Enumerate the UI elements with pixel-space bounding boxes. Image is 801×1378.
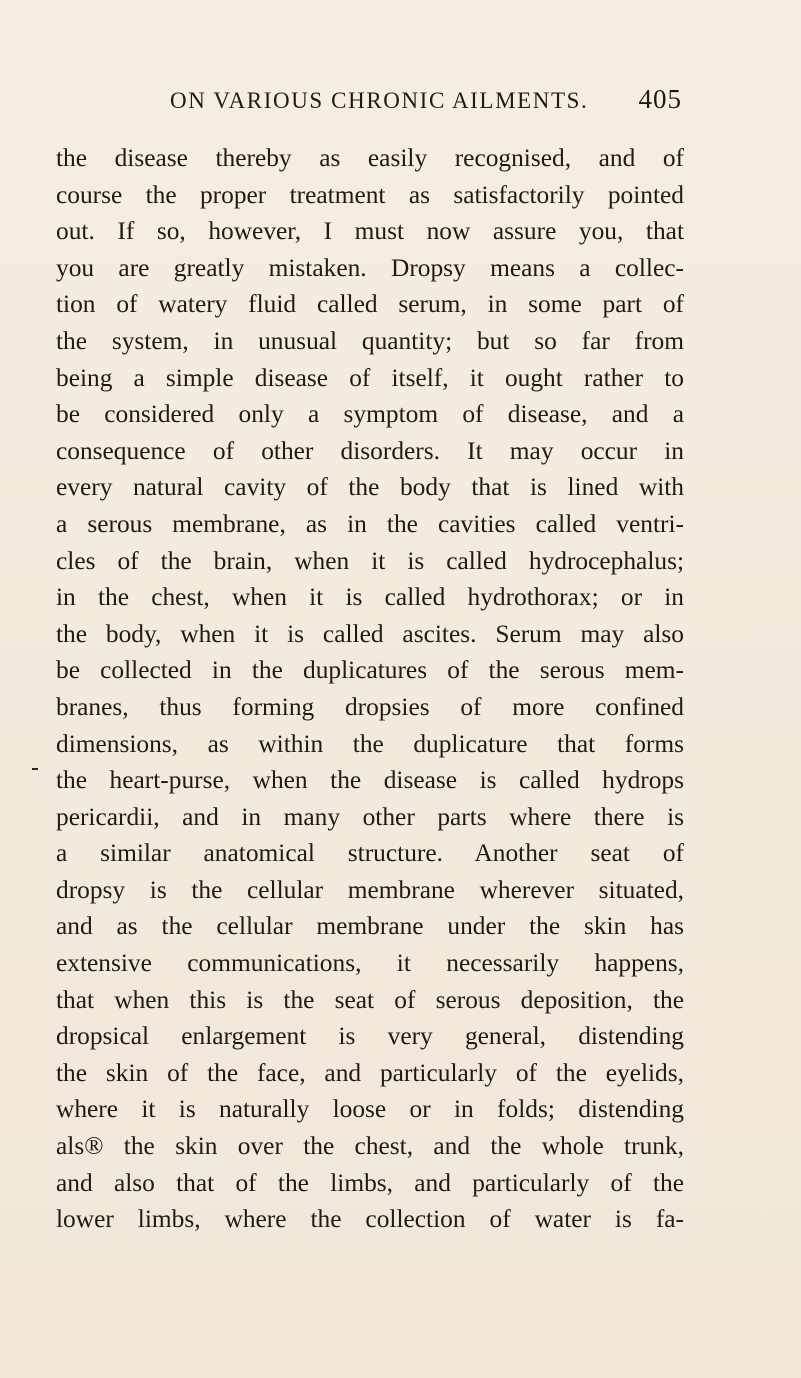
text-line: every natural cavity of the body that is lined with: [56, 473, 684, 502]
page-number: 405: [638, 84, 682, 114]
text-line: a serous membrane, as in the cavities called ventri-: [56, 509, 684, 538]
text-line: the skin of the face, and particularly of the eyelids,: [56, 1058, 684, 1087]
text-line: extensive communications, it necessarily happens,: [56, 949, 684, 978]
text-line: and also that of the limbs, and particularly of the: [56, 1168, 684, 1197]
running-title: ON VARIOUS CHRONIC AILMENTS.: [170, 88, 589, 113]
text-line: consequence of other disorders. It may occur in: [56, 436, 684, 465]
text-line: in the chest, when it is called hydrothorax; or in: [56, 583, 684, 612]
text-line: you are greatly mistaken. Dropsy means a collec-: [56, 253, 684, 282]
text-line: being a simple disease of itself, it ought rather to: [56, 363, 684, 392]
text-line: a similar anatomical structure. Another seat of: [56, 839, 684, 868]
text-line: the disease thereby as easily recognised, and of: [56, 144, 684, 172]
text-line: branes, thus forming dropsies of more confined: [56, 692, 684, 721]
text-line: where it is naturally loose or in folds; distending: [56, 1095, 684, 1124]
body-text: [56, 140, 684, 1238]
text-line: be considered only a symptom of disease, and a: [56, 400, 684, 429]
text-line: the heart-purse, when the disease is called hydrops: [56, 766, 684, 795]
margin-mark: [32, 768, 38, 770]
text-line: pericardii, and in many other parts where there is: [56, 802, 684, 831]
text-line: cles of the brain, when it is called hydrocephalus;: [56, 546, 684, 575]
text-line: be collected in the duplicatures of the serous mem-: [56, 656, 684, 685]
text-line: tion of watery fluid called serum, in some part of: [56, 290, 684, 319]
text-line: course the proper treatment as satisfactorily pointed: [56, 180, 684, 209]
text-line: the system, in unusual quantity; but so far from: [56, 326, 684, 355]
text-line: dropsy is the cellular membrane wherever situated,: [56, 875, 684, 904]
text-line: dimensions, as within the duplicature that forms: [56, 729, 684, 758]
text-line: out. If so, however, I must now assure you, that: [56, 217, 684, 246]
text-line: and as the cellular membrane under the skin has: [56, 912, 684, 941]
running-head: [170, 84, 682, 120]
text-line: als® the skin over the chest, and the whole trunk,: [56, 1132, 684, 1161]
text-line: dropsical enlargement is very general, distending: [56, 1022, 684, 1051]
text-line: the body, when it is called ascites. Serum may also: [56, 619, 684, 648]
text-line: that when this is the seat of serous deposition, the: [56, 985, 684, 1014]
text-line: lower limbs, where the collection of water is fa-: [56, 1205, 684, 1234]
